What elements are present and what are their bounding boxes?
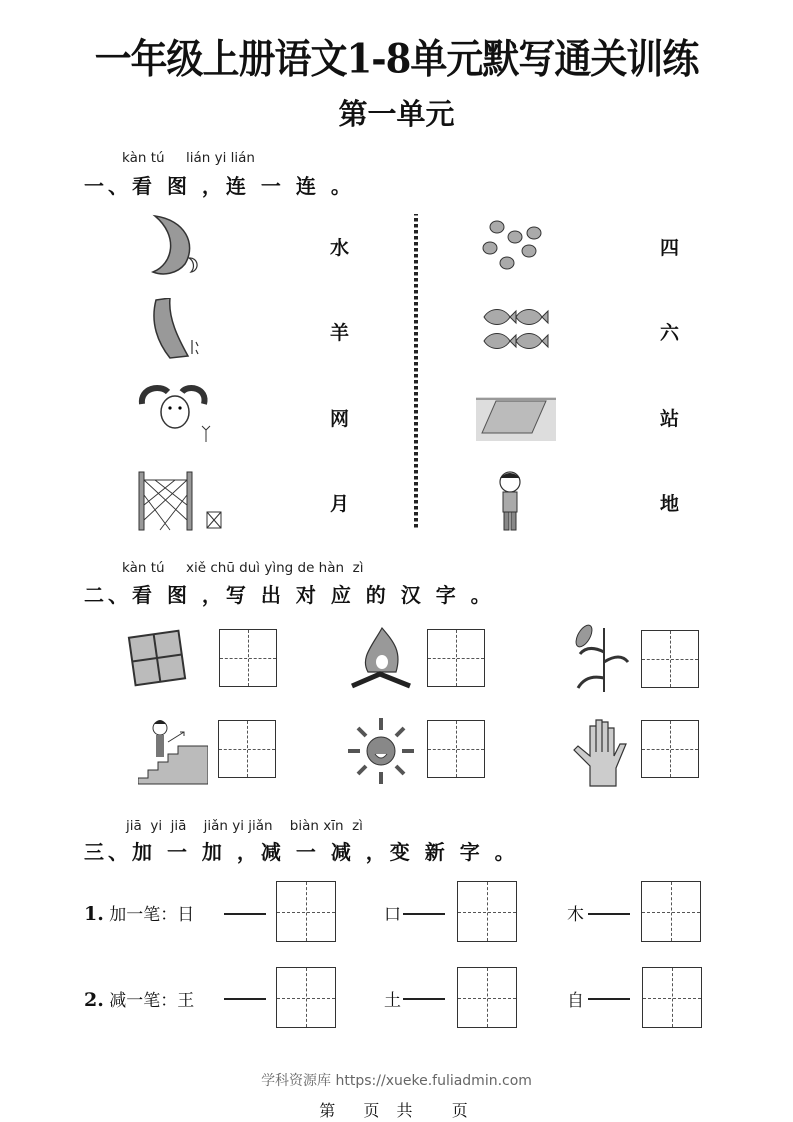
unit-subtitle: 第一单元 (338, 97, 455, 131)
ground-image (476, 393, 556, 441)
dotted-divider (413, 214, 419, 528)
left-char-3: 网 (330, 408, 350, 430)
answer-box-2-1[interactable] (276, 967, 336, 1028)
row-number: 1. (84, 903, 104, 925)
section3-heading: 三、加 一 加 ，减 一 减 ，变 新 字 。 (84, 840, 519, 864)
writing-box-5[interactable] (427, 720, 485, 778)
moon-image (145, 214, 207, 276)
section2-pinyin: kàn tú xiě chū duì yìng de hàn zì (122, 560, 364, 576)
section2-heading: 二、看 图 ，写 出 对 应 的 汉 字 。 (84, 583, 495, 607)
writing-box-4[interactable] (218, 720, 276, 778)
right-char-1: 四 (660, 237, 680, 259)
writing-box-3[interactable] (641, 630, 699, 688)
dash-line (224, 998, 266, 1000)
right-char-3: 站 (660, 408, 680, 430)
wheat-plant-image (570, 622, 636, 694)
hand-image (570, 716, 632, 788)
writing-box-6[interactable] (641, 720, 699, 778)
sun-image (346, 716, 416, 786)
water-image (148, 298, 206, 360)
dash-line (588, 913, 630, 915)
section1-pinyin: kàn tú lián yi lián (122, 150, 255, 166)
dash-line (588, 998, 630, 1000)
net-image (135, 470, 227, 532)
dash-line (403, 913, 445, 915)
answer-box-1-3[interactable] (641, 881, 701, 942)
answer-box-1-2[interactable] (457, 881, 517, 942)
source-watermark: 学科资源库 https://xueke.fuliadmin.com (261, 1073, 532, 1089)
answer-box-2-2[interactable] (457, 967, 517, 1028)
fire-image (350, 622, 416, 692)
exercise-row-1-label (84, 900, 194, 925)
base-char-1-2: 口 (384, 905, 401, 925)
right-char-4: 地 (660, 493, 680, 515)
left-char-1: 水 (330, 237, 350, 259)
base-char-2-3: 自 (567, 991, 584, 1011)
standing-boy-image (495, 470, 525, 532)
section1-heading: 一、看 图 ，连 一 连 。 (84, 174, 355, 198)
page-title: 一年级上册语文1-8单元默写通关训练 (94, 34, 699, 82)
page-number: 第 页 共 页 (319, 1101, 474, 1120)
answer-box-2-3[interactable] (642, 967, 702, 1028)
writing-box-2[interactable] (427, 629, 485, 687)
writing-box-1[interactable] (219, 629, 277, 687)
section3-pinyin: jiā yi jiā jiǎn yi jiǎn biàn xīn zì (126, 818, 363, 834)
row-instruction: 加一笔： (109, 905, 178, 925)
field-image (124, 626, 190, 690)
base-char: 日 (177, 905, 195, 925)
left-char-2: 羊 (330, 322, 350, 344)
five-chicks-image (482, 215, 550, 277)
left-char-4: 月 (330, 493, 350, 515)
answer-box-1-1[interactable] (276, 881, 336, 942)
base-char: 王 (177, 991, 195, 1011)
dash-line (224, 913, 266, 915)
row-instruction: 减一笔： (109, 991, 178, 1011)
base-char-1-3: 木 (567, 905, 584, 925)
sheep-image (138, 382, 218, 444)
exercise-row-2-label (84, 986, 194, 1011)
four-fish-image (482, 305, 550, 355)
row-number: 2. (84, 989, 104, 1011)
climbing-stairs-image (138, 716, 208, 786)
base-char-2-2: 土 (384, 991, 401, 1011)
dash-line (403, 998, 445, 1000)
right-char-2: 六 (660, 322, 680, 344)
